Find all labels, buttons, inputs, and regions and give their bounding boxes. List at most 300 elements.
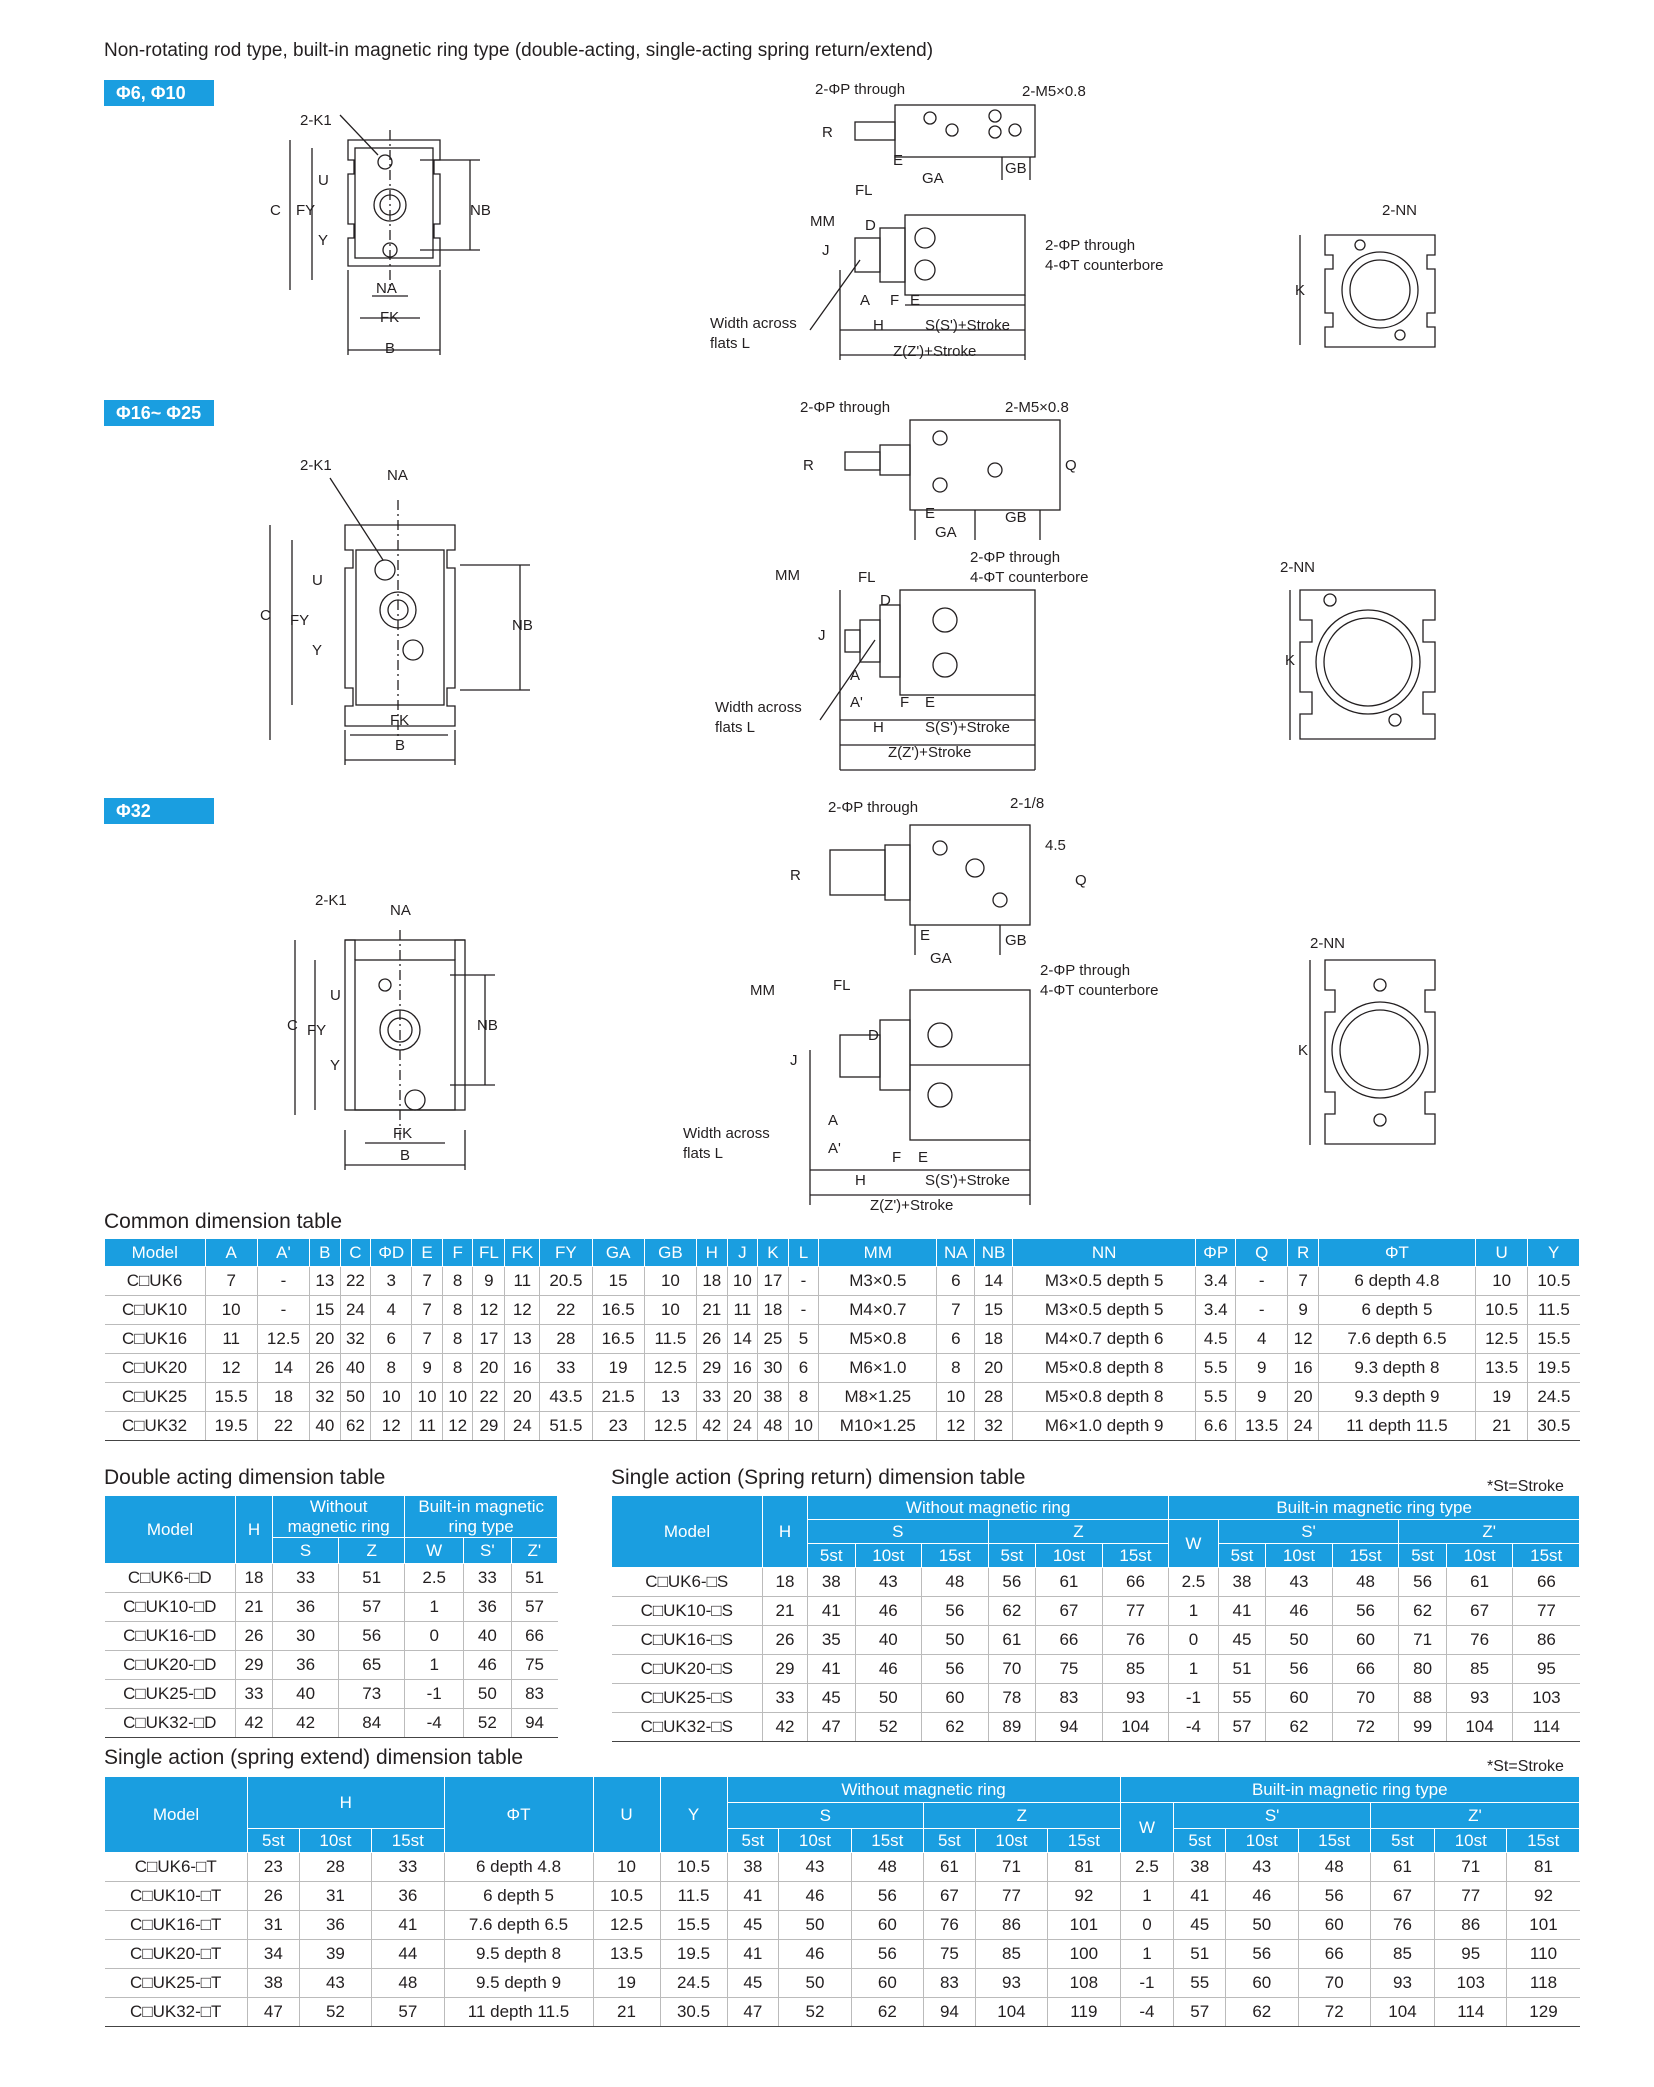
value-cell: 11.5 (1528, 1296, 1580, 1325)
value-cell: 15.5 (205, 1383, 257, 1412)
common-col-header: FL (473, 1239, 505, 1267)
dim-label-b: B (385, 340, 396, 357)
value-cell: 1 (405, 1593, 464, 1622)
value-cell: 99 (1399, 1713, 1447, 1742)
dim-label-na-3: NA (390, 902, 411, 919)
value-cell: 77 (1102, 1597, 1169, 1626)
model-cell: C□UK20 (105, 1354, 206, 1383)
col-w: W (1120, 1803, 1174, 1853)
value-cell: 7.6 depth 6.5 (1318, 1325, 1475, 1354)
value-cell: 24 (340, 1296, 371, 1325)
value-cell: 45 (808, 1684, 856, 1713)
value-cell: 76 (924, 1911, 976, 1940)
value-cell: 62 (851, 1998, 923, 2027)
value-cell: 47 (808, 1713, 856, 1742)
dim-label-c: C (270, 202, 281, 219)
value-cell: 104 (1102, 1713, 1169, 1742)
value-cell: 61 (924, 1853, 976, 1882)
common-row (105, 1296, 1580, 1325)
common-col-header: ΦP (1196, 1239, 1236, 1267)
value-cell: 24 (505, 1412, 540, 1441)
value-cell: 56 (922, 1655, 989, 1684)
dim-label-ga: GA (922, 170, 944, 187)
stroke-col-header: 5st (1174, 1829, 1226, 1853)
value-cell: 1 (1169, 1655, 1218, 1684)
value-cell: 94 (511, 1709, 557, 1738)
value-cell: 8 (371, 1354, 412, 1383)
spring_extend-row (105, 1882, 1580, 1911)
dim-label-na-2: NA (387, 467, 408, 484)
value-cell: M5×0.8 depth 8 (1012, 1383, 1195, 1412)
value-cell: 56 (1266, 1655, 1333, 1684)
spring-extend-title: Single action (spring extend) dimension table (104, 1746, 524, 1769)
dim-label-e-4: E (925, 694, 936, 711)
stroke-col-header: 5st (1218, 1544, 1266, 1568)
value-cell: 101 (1507, 1911, 1580, 1940)
value-cell: 36 (273, 1593, 339, 1622)
value-cell: 41 (808, 1655, 856, 1684)
value-cell: 23 (592, 1412, 644, 1441)
common-row (105, 1325, 1580, 1354)
spring-return-title: Single action (Spring return) dimension table (611, 1466, 1026, 1489)
value-cell: 62 (340, 1412, 371, 1441)
common-col-header: B (310, 1239, 341, 1267)
page-header: Non-rotating rod type, built-in magnetic ring type (double-acting, single-acting spring return/extend) (104, 40, 934, 61)
value-cell: 61 (1370, 1853, 1434, 1882)
value-cell: 21 (236, 1593, 273, 1622)
dim-label-p-through-3: 2-ΦP through (800, 399, 891, 416)
value-cell: 11.5 (660, 1882, 727, 1911)
value-cell: 12 (473, 1296, 505, 1325)
value-cell: 8 (937, 1354, 975, 1383)
dim-label-r-3: R (790, 867, 801, 884)
common-col-header: C (340, 1239, 371, 1267)
value-cell: 100 (1048, 1940, 1120, 1969)
value-cell: 5 (788, 1325, 819, 1354)
dim-label-k-3: K (1298, 1042, 1309, 1059)
stroke-col-header: 15st (851, 1829, 923, 1853)
value-cell: 38 (248, 1969, 300, 1998)
value-cell: 12 (442, 1412, 473, 1441)
value-cell: 12 (937, 1412, 975, 1441)
value-cell: 42 (763, 1713, 808, 1742)
value-cell: 20 (727, 1383, 758, 1412)
value-cell: 38 (758, 1383, 789, 1412)
dim-label-h-2: H (873, 719, 884, 736)
value-cell: 13 (505, 1325, 540, 1354)
value-cell: 6 (371, 1325, 412, 1354)
value-cell: 22 (473, 1383, 505, 1412)
value-cell: 62 (922, 1713, 989, 1742)
value-cell: 15.5 (1528, 1325, 1580, 1354)
value-cell: 62 (988, 1597, 1036, 1626)
value-cell: 56 (922, 1597, 989, 1626)
dim-label-s-stroke-3: S(S')+Stroke (925, 1172, 1010, 1189)
value-cell: 104 (1446, 1713, 1513, 1742)
value-cell: 50 (464, 1680, 512, 1709)
value-cell: 9 (1288, 1296, 1319, 1325)
model-cell: C□UK25-□D (105, 1680, 236, 1709)
value-cell: 10 (644, 1267, 696, 1296)
value-cell: 45 (727, 1911, 779, 1940)
dim-label-m5-2: 2-M5×0.8 (1005, 399, 1069, 416)
value-cell: 40 (273, 1680, 339, 1709)
value-cell: 38 (808, 1568, 856, 1597)
dim-label-d: D (865, 217, 876, 234)
spring_extend-row (105, 1911, 1580, 1940)
col-without: Without magnetic ring (273, 1496, 405, 1538)
value-cell: M10×1.25 (819, 1412, 937, 1441)
dim-label-j: J (822, 242, 830, 259)
model-cell: C□UK25-□T (105, 1969, 248, 1998)
value-cell: 6 depth 4.8 (1318, 1267, 1475, 1296)
value-cell: 24 (1288, 1412, 1319, 1441)
value-cell: 21 (1476, 1412, 1528, 1441)
value-cell: 85 (1102, 1655, 1169, 1684)
value-cell: 52 (299, 1998, 371, 2027)
value-cell: 7 (205, 1267, 257, 1296)
value-cell: 70 (988, 1655, 1036, 1684)
value-cell: 2.5 (1169, 1568, 1218, 1597)
value-cell: 7.6 depth 6.5 (444, 1911, 593, 1940)
common-col-header: U (1476, 1239, 1528, 1267)
value-cell: 21 (593, 1998, 660, 2027)
dim-label-a-3: A (850, 667, 861, 684)
value-cell: 7 (412, 1296, 443, 1325)
model-cell: C□UK16-□S (612, 1626, 763, 1655)
value-cell: 11 depth 11.5 (444, 1998, 593, 2027)
value-cell: M8×1.25 (819, 1383, 937, 1412)
value-cell: 18 (236, 1564, 273, 1593)
double-row (105, 1651, 558, 1680)
value-cell: 40 (855, 1626, 922, 1655)
model-cell: C□UK16 (105, 1325, 206, 1354)
value-cell: 46 (1226, 1882, 1298, 1911)
value-cell: 10.5 (593, 1882, 660, 1911)
value-cell: 0 (1120, 1911, 1174, 1940)
value-cell: - (1236, 1296, 1288, 1325)
value-cell: 5.5 (1196, 1354, 1236, 1383)
value-cell: 18 (697, 1267, 728, 1296)
value-cell: -1 (405, 1680, 464, 1709)
value-cell: 7 (412, 1325, 443, 1354)
value-cell: 33 (236, 1680, 273, 1709)
value-cell: 26 (697, 1325, 728, 1354)
col-z: Z (339, 1538, 405, 1564)
value-cell: 46 (779, 1940, 851, 1969)
value-cell: -4 (1169, 1713, 1218, 1742)
value-cell: 92 (1507, 1882, 1580, 1911)
value-cell: M3×0.5 (819, 1267, 937, 1296)
value-cell: 31 (248, 1911, 300, 1940)
value-cell: 21.5 (592, 1383, 644, 1412)
col-s: S (808, 1520, 989, 1544)
value-cell: 41 (727, 1940, 779, 1969)
value-cell: 56 (1226, 1940, 1298, 1969)
value-cell: 6 (937, 1325, 975, 1354)
dim-label-y-3: Y (330, 1057, 341, 1074)
value-cell: 9.3 depth 8 (1318, 1354, 1475, 1383)
value-cell: 56 (1399, 1568, 1447, 1597)
value-cell: 48 (758, 1412, 789, 1441)
value-cell: 129 (1507, 1998, 1580, 2027)
value-cell: M3×0.5 depth 5 (1012, 1296, 1195, 1325)
col-s2: S' (1218, 1520, 1399, 1544)
stroke-col-header: 15st (372, 1829, 444, 1853)
value-cell: 45 (727, 1969, 779, 1998)
spring_return-row (612, 1568, 1580, 1597)
value-cell: 19.5 (205, 1412, 257, 1441)
value-cell: 43 (779, 1853, 851, 1882)
value-cell: 75 (511, 1651, 557, 1680)
spring_return-row (612, 1626, 1580, 1655)
value-cell: 20 (473, 1354, 505, 1383)
stroke-col-header: 5st (248, 1829, 300, 1853)
value-cell: 9 (412, 1354, 443, 1383)
stroke-col-header: 5st (808, 1544, 856, 1568)
common-col-header: A (205, 1239, 257, 1267)
dim-label-p-through-5: 2-ΦP through (828, 799, 919, 816)
dim-label-k1-3: 2-K1 (315, 892, 347, 909)
dim-label-flats: flats L (710, 335, 751, 352)
value-cell: 9 (1236, 1383, 1288, 1412)
common-col-header: Y (1528, 1239, 1580, 1267)
dim-label-u: U (318, 172, 329, 189)
dim-label-e-6: E (918, 1149, 929, 1166)
spring-extend-note: *St=Stroke (1487, 1758, 1564, 1775)
common-row (105, 1412, 1580, 1441)
dim-label-h: H (873, 317, 884, 334)
dim-label-ga-3: GA (930, 950, 952, 967)
value-cell: 114 (1435, 1998, 1507, 2027)
dim-label-g18: 2-1/8 (1010, 795, 1045, 812)
dim-label-45: 4.5 (1045, 837, 1066, 854)
value-cell: 62 (1399, 1597, 1447, 1626)
stroke-col-header: 10st (855, 1544, 922, 1568)
dim-label-f-3: F (892, 1149, 902, 1166)
value-cell: 108 (1048, 1969, 1120, 1998)
value-cell: 55 (1174, 1969, 1226, 1998)
value-cell: 42 (697, 1412, 728, 1441)
value-cell: 36 (273, 1651, 339, 1680)
value-cell: 60 (1332, 1626, 1399, 1655)
value-cell: 10 (788, 1412, 819, 1441)
common-col-header: FK (505, 1239, 540, 1267)
technical-drawings (0, 60, 1654, 1214)
value-cell: 30.5 (660, 1998, 727, 2027)
model-cell: C□UK16-□T (105, 1911, 248, 1940)
value-cell: 12 (205, 1354, 257, 1383)
value-cell: 28 (299, 1853, 371, 1882)
col-t: ΦT (444, 1777, 593, 1853)
col-z: Z (988, 1520, 1169, 1544)
value-cell: 62 (1266, 1713, 1333, 1742)
value-cell: 10 (205, 1296, 257, 1325)
dim-label-width-across-2: Width across (715, 699, 802, 716)
dim-label-p-through-4: 2-ΦP through (970, 549, 1061, 566)
value-cell: 55 (1218, 1684, 1266, 1713)
dim-label-j-2: J (818, 627, 826, 644)
value-cell: 118 (1507, 1969, 1580, 1998)
value-cell: 41 (727, 1882, 779, 1911)
dim-label-h-3: H (855, 1172, 866, 1189)
model-cell: C□UK6-□S (612, 1568, 763, 1597)
value-cell: 77 (1435, 1882, 1507, 1911)
value-cell: 33 (540, 1354, 592, 1383)
col-builtin: Built-in magnetic ring type (1120, 1777, 1579, 1803)
value-cell: 93 (975, 1969, 1047, 1998)
value-cell: M5×0.8 depth 8 (1012, 1354, 1195, 1383)
double-row (105, 1622, 558, 1651)
value-cell: 14 (257, 1354, 309, 1383)
stroke-col-header: 5st (1370, 1829, 1434, 1853)
value-cell: 83 (511, 1680, 557, 1709)
col-y: Y (660, 1777, 727, 1853)
dim-label-p-through-2: 2-ΦP through (1045, 237, 1136, 254)
value-cell: 110 (1507, 1940, 1580, 1969)
value-cell: 19 (593, 1969, 660, 1998)
value-cell: 94 (1036, 1713, 1103, 1742)
value-cell: 33 (697, 1383, 728, 1412)
col-z: Z (924, 1803, 1121, 1829)
value-cell: 18 (975, 1325, 1013, 1354)
dim-label-c-3: C (287, 1017, 298, 1034)
value-cell: 33 (273, 1564, 339, 1593)
stroke-col-header: 5st (1399, 1544, 1447, 1568)
common-col-header: H (697, 1239, 728, 1267)
value-cell: 48 (1332, 1568, 1399, 1597)
value-cell: 4 (371, 1296, 412, 1325)
value-cell: 3.4 (1196, 1267, 1236, 1296)
stroke-col-header: 15st (1048, 1829, 1120, 1853)
value-cell: 26 (310, 1354, 341, 1383)
value-cell: 11.5 (644, 1325, 696, 1354)
common-col-header: L (788, 1239, 819, 1267)
value-cell: 41 (1218, 1597, 1266, 1626)
common-col-header: NN (1012, 1239, 1195, 1267)
col-s: S (273, 1538, 339, 1564)
value-cell: 114 (1513, 1713, 1580, 1742)
dim-label-k: K (1295, 282, 1306, 299)
col-builtin: Built-in magnetic ring type (1169, 1496, 1580, 1520)
value-cell: 5.5 (1196, 1383, 1236, 1412)
value-cell: 11 (412, 1412, 443, 1441)
value-cell: 10 (644, 1296, 696, 1325)
value-cell: -1 (1169, 1684, 1218, 1713)
value-cell: 77 (1513, 1597, 1580, 1626)
value-cell: 7 (412, 1267, 443, 1296)
value-cell: 22 (257, 1412, 309, 1441)
value-cell: 93 (1370, 1969, 1434, 1998)
stroke-col-header: 5st (988, 1544, 1036, 1568)
value-cell: 10 (442, 1383, 473, 1412)
value-cell: 40 (340, 1354, 371, 1383)
common-table-title: Common dimension table (104, 1210, 343, 1233)
value-cell: 93 (1446, 1684, 1513, 1713)
double-row (105, 1709, 558, 1738)
value-cell: 28 (540, 1325, 592, 1354)
col-h: H (248, 1777, 445, 1829)
dim-label-a-4: A (828, 1112, 839, 1129)
value-cell: 9.5 depth 8 (444, 1940, 593, 1969)
value-cell: -1 (1120, 1969, 1174, 1998)
stroke-col-header: 10st (779, 1829, 851, 1853)
value-cell: 10.5 (1476, 1296, 1528, 1325)
value-cell: 16 (505, 1354, 540, 1383)
value-cell: 38 (1218, 1568, 1266, 1597)
dim-label-fk: FK (380, 309, 400, 326)
value-cell: 7 (937, 1296, 975, 1325)
value-cell: 76 (1446, 1626, 1513, 1655)
value-cell: 56 (851, 1882, 923, 1911)
value-cell: 12.5 (644, 1412, 696, 1441)
value-cell: 70 (1298, 1969, 1370, 1998)
value-cell: 11 (205, 1325, 257, 1354)
value-cell: 66 (1298, 1940, 1370, 1969)
value-cell: 61 (1036, 1568, 1103, 1597)
value-cell: - (1236, 1267, 1288, 1296)
value-cell: 8 (442, 1267, 473, 1296)
dim-label-fk-3: FK (393, 1125, 413, 1142)
value-cell: 30.5 (1528, 1412, 1580, 1441)
col-s: S (727, 1803, 924, 1829)
value-cell: 32 (310, 1383, 341, 1412)
value-cell: 67 (1446, 1597, 1513, 1626)
dim-label-fy-2: FY (290, 612, 310, 629)
stroke-col-header: 15st (1513, 1544, 1580, 1568)
col-z2: Z' (1399, 1520, 1580, 1544)
value-cell: 76 (1370, 1911, 1434, 1940)
col-u: U (593, 1777, 660, 1853)
dim-label-s-stroke: S(S')+Stroke (925, 317, 1010, 334)
value-cell: 60 (851, 1969, 923, 1998)
dim-label-p-through-6: 2-ΦP through (1040, 962, 1131, 979)
common-row (105, 1267, 1580, 1296)
spring_extend-row (105, 1998, 1580, 2027)
dim-label-e-5: E (920, 927, 931, 944)
dim-label-b-2: B (395, 737, 406, 754)
value-cell: 57 (511, 1593, 557, 1622)
model-cell: C□UK10-□T (105, 1882, 248, 1911)
stroke-col-header: 10st (299, 1829, 371, 1853)
value-cell: 11 (505, 1267, 540, 1296)
value-cell: 16 (1288, 1354, 1319, 1383)
value-cell: 16.5 (592, 1325, 644, 1354)
value-cell: 29 (763, 1655, 808, 1684)
dim-label-width-across: Width across (710, 315, 797, 332)
value-cell: 71 (1435, 1853, 1507, 1882)
value-cell: 40 (310, 1412, 341, 1441)
value-cell: 19.5 (660, 1940, 727, 1969)
dim-label-u-2: U (312, 572, 323, 589)
value-cell: 8 (442, 1296, 473, 1325)
dim-label-fl-3: FL (833, 977, 851, 994)
value-cell: 67 (924, 1882, 976, 1911)
value-cell: 51 (511, 1564, 557, 1593)
value-cell: M3×0.5 depth 5 (1012, 1267, 1195, 1296)
spring_extend-row (105, 1940, 1580, 1969)
dim-label-gb-2: GB (1005, 509, 1027, 526)
value-cell: 89 (988, 1713, 1036, 1742)
double-row (105, 1680, 558, 1709)
value-cell: 13.5 (1476, 1354, 1528, 1383)
value-cell: 95 (1513, 1655, 1580, 1684)
value-cell: 24 (727, 1412, 758, 1441)
value-cell: 18 (758, 1296, 789, 1325)
dim-label-nn-3: 2-NN (1310, 935, 1346, 952)
value-cell: 20 (1288, 1383, 1319, 1412)
common-col-header: K (758, 1239, 789, 1267)
